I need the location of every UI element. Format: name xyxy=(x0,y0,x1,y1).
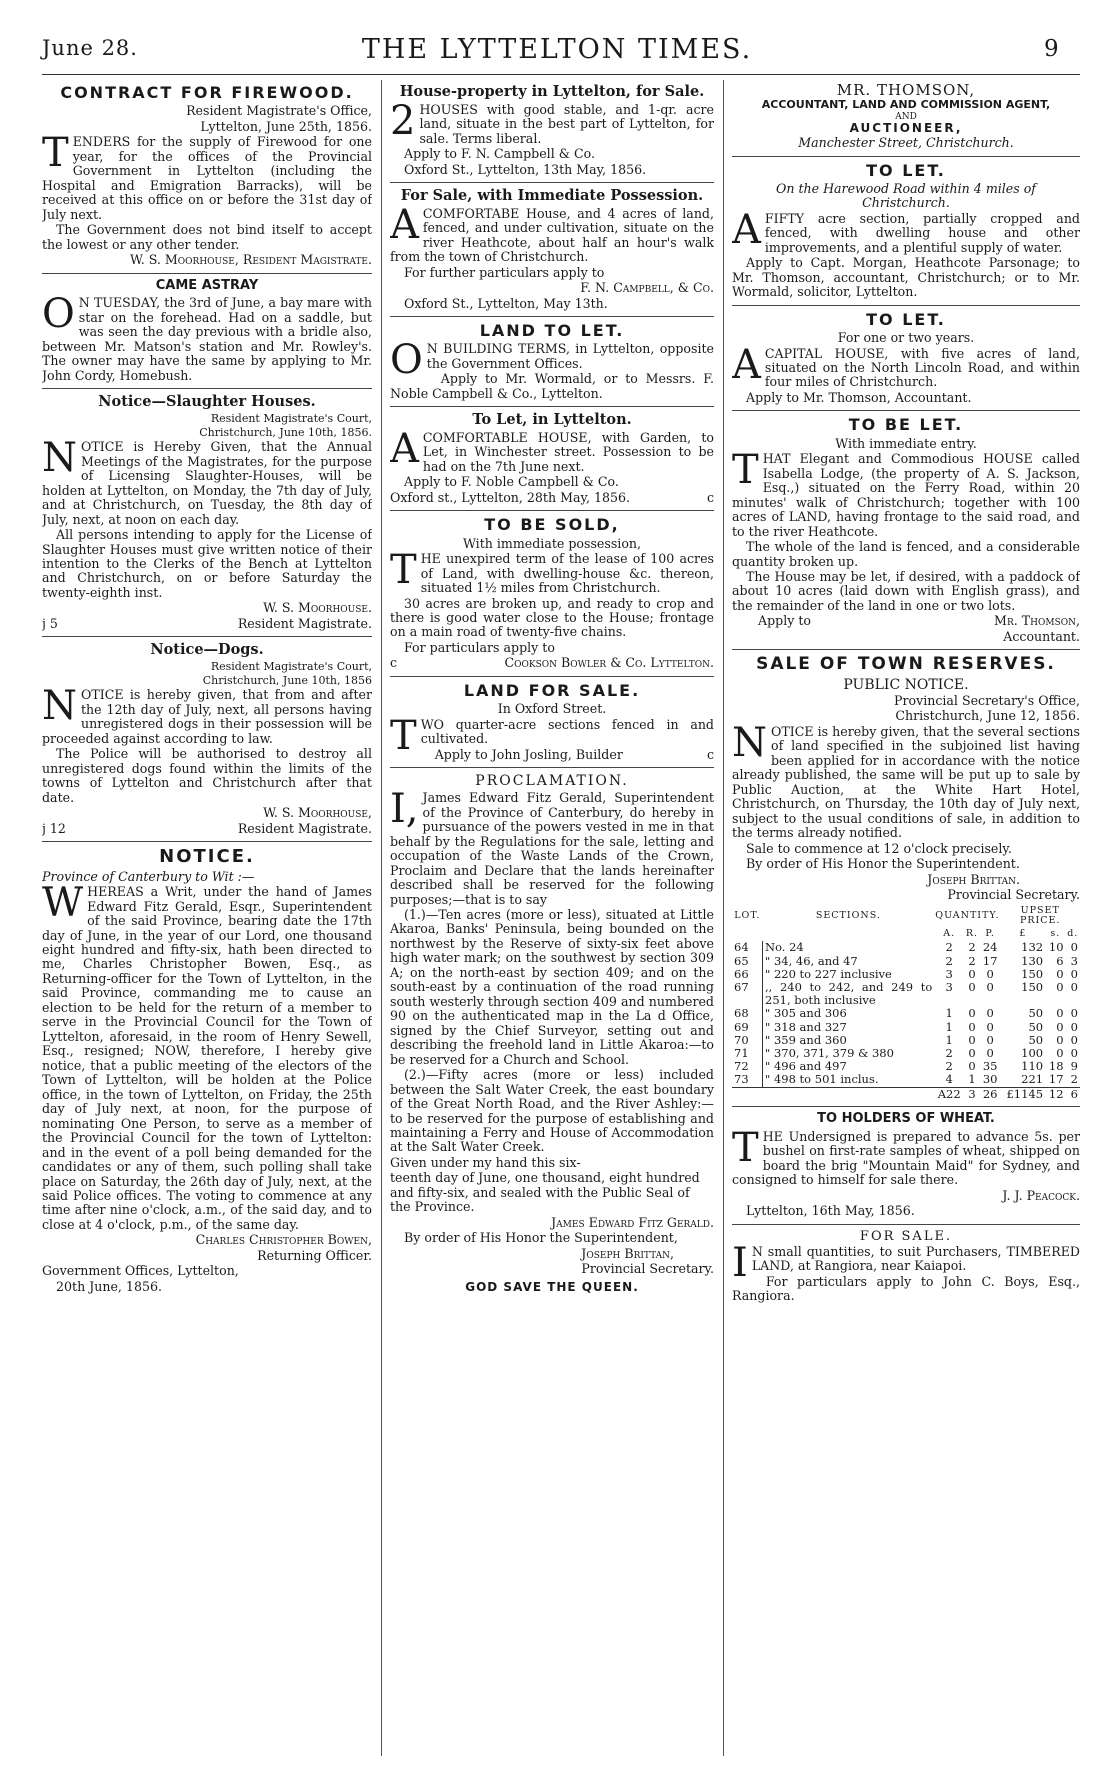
landlet-body: N BUILDING TERMS, in Lyttelton, opposite the Government Offices. xyxy=(426,341,714,371)
sold-apply: For particulars apply to xyxy=(404,639,555,655)
table-total-cell: £1145 xyxy=(1000,1087,1045,1101)
unit-header: £ xyxy=(1019,928,1027,940)
proclamation-by-order: By order of His Honor the Superintendent, xyxy=(404,1230,678,1246)
wheat-ad xyxy=(732,1112,1080,1219)
table-row xyxy=(732,1007,1080,1020)
table-row xyxy=(732,1073,1080,1087)
tolet1-heading: TO LET. xyxy=(866,160,946,180)
table-cell: 0 xyxy=(1070,979,1078,994)
landsale-heading: LAND FOR SALE. xyxy=(463,680,641,700)
table-header: UPSET PRICE. xyxy=(1019,904,1061,927)
tobelet-dropcap: T xyxy=(732,447,759,494)
unit-header: P. xyxy=(985,928,995,940)
separator xyxy=(390,510,714,511)
immediate-heading: For Sale, with Immediate Possession. xyxy=(400,187,704,205)
firewood-dropcap: T xyxy=(42,130,69,177)
unit-header: A. xyxy=(943,928,956,940)
slaughter-body: OTICE is Hereby Given, that the Annual Meetings of the Magistrates, for the purpose of Licensing Slaughter-Houses, will be holden at Lyttelton, on Monday, the 7th day of July, and at Christchurch, on Tuesday, the 8th day of July, next, at noon on each day. xyxy=(42,439,372,527)
table-total-cell: 3 xyxy=(964,1087,980,1101)
table-cell: " 496 and 497 xyxy=(765,1059,847,1074)
table-cell: 0 xyxy=(1056,1006,1064,1021)
proclamation-body: James Edward Fitz Gerald, Superintendent of the Province of Canterbury, do hereby in pursuance of the powers vested in me in that behalf by the Regulations for the sale, letting and occupation of the Waste Lands of the Crown, Proclaim and Declare that the lands hereinafter described shall be reserved for the following purposes;—that is to say xyxy=(390,790,714,907)
to-be-sold-ad xyxy=(390,516,714,671)
dogs-signature: W. S. Moorhouse, xyxy=(263,805,372,821)
table-cell: " 498 to 501 inclus. xyxy=(765,1072,879,1087)
dogs-heading: Notice—Dogs. xyxy=(150,641,264,659)
dogs-dropcap: N xyxy=(42,683,77,730)
forsale-apply: For particulars apply to John C. Boys, Esq., Rangiora. xyxy=(732,1273,1080,1304)
slaughter-date: Christchurch, June 10th, 1856. xyxy=(199,425,372,439)
thomson-address: Manchester Street, Christchurch. xyxy=(798,135,1014,151)
tobelet-heading: TO BE LET. xyxy=(848,415,964,435)
sold-ref: c xyxy=(390,655,398,671)
table-cell: " 34, 46, and 47 xyxy=(765,953,858,968)
issue-date: June 28. xyxy=(42,36,138,60)
table-total-row xyxy=(732,1087,1080,1101)
table-cell: 0 xyxy=(1070,940,1078,955)
separator xyxy=(42,273,372,274)
table-cell: 0 xyxy=(1056,1046,1064,1061)
separator xyxy=(390,767,714,768)
separator xyxy=(732,649,1080,650)
forsale-dropcap: I xyxy=(732,1239,748,1286)
table-cell: 0 xyxy=(986,1019,994,1034)
to-let-lyttelton-ad xyxy=(390,412,714,505)
slaughter-body-2: All persons intending to apply for the License of Slaughter Houses must give written notice of their intention to the Clerks of the Bench at Lyttelton and Christchurch, on or before Saturday the twenty-eighth inst. xyxy=(42,527,372,600)
wheat-signature: J. J. Peacock. xyxy=(1002,1187,1080,1203)
table-cell: " 359 and 360 xyxy=(765,1032,847,1047)
table-cell: 4 xyxy=(945,1072,953,1087)
astray-ad xyxy=(42,279,372,384)
table-row xyxy=(732,1021,1080,1034)
table-cell: 0 xyxy=(1070,966,1078,981)
landlet-apply: Apply to Mr. Wormald, or to Messrs. F. Noble Campbell & Co., Lyttelton. xyxy=(390,371,714,401)
table-header: QUANTITY. xyxy=(935,909,1000,921)
reserves-office: Provincial Secretary's Office, xyxy=(894,692,1080,708)
immediate-body-2: For further particulars apply to xyxy=(404,264,605,280)
wheat-footer: Lyttelton, 16th May, 1856. xyxy=(746,1203,915,1219)
table-cell: ,, 240 to 242, and 249 to 251, both inclusive xyxy=(765,979,933,1008)
town-reserves-notice xyxy=(732,655,1080,1101)
masthead xyxy=(0,0,1114,80)
separator xyxy=(732,156,1080,157)
slaughter-dropcap: N xyxy=(42,435,77,482)
table-cell: 0 xyxy=(1070,1046,1078,1061)
astray-dropcap: O xyxy=(42,291,75,338)
reserves-secretary: Provincial Secretary. xyxy=(947,887,1080,903)
tolet-heading: To Let, in Lyttelton. xyxy=(472,411,632,429)
table-cell: 70 xyxy=(732,1034,763,1047)
reserves-dropcap: N xyxy=(732,719,767,766)
table-cell: 3 xyxy=(1070,953,1078,968)
table-cell: 24 xyxy=(982,940,998,955)
tobelet-subheading: With immediate entry. xyxy=(835,435,977,451)
reserves-table-body xyxy=(732,941,1080,1101)
thomson-title-1: ACCOUNTANT, LAND AND COMMISSION AGENT, xyxy=(761,98,1051,112)
dogs-office: Resident Magistrate's Court, xyxy=(210,660,372,674)
page-number: 9 xyxy=(1044,36,1059,62)
notice-footer-1: Government Offices, Lyttelton, xyxy=(42,1263,239,1279)
table-cell: 2 xyxy=(968,940,976,955)
house-property-ad xyxy=(390,84,714,177)
unit-header: R. xyxy=(965,928,979,940)
table-cell: " 370, 371, 379 & 380 xyxy=(765,1046,894,1061)
tolet2-heading: TO LET. xyxy=(866,309,946,329)
notice-title: Returning Officer. xyxy=(257,1247,372,1263)
tolet-body: COMFORTABLE HOUSE, with Garden, to Let, in Winchester street. Possession to be had on the 7th June next. xyxy=(422,429,714,474)
table-cell: 110 xyxy=(1021,1059,1044,1074)
proclamation-secretary-name: Joseph Brittan, xyxy=(581,1245,674,1261)
table-cell: 0 xyxy=(1070,1019,1078,1034)
table-cell: 0 xyxy=(1070,1006,1078,1021)
house-apply: Apply to F. N. Campbell & Co. xyxy=(404,146,595,162)
notice-dropcap: W xyxy=(42,880,84,927)
table-cell: 64 xyxy=(732,941,763,954)
proclamation-given-rest: teenth day of June, one thousand, eight hundred and fifty-six, and sealed with the Public Seal of the Province. xyxy=(390,1170,700,1215)
table-total-cell: 26 xyxy=(980,1087,1001,1101)
slaughter-title: Resident Magistrate. xyxy=(237,615,372,631)
table-cell: 2 xyxy=(945,1059,953,1074)
reserves-table xyxy=(732,905,1080,1101)
table-cell: 50 xyxy=(1028,1032,1044,1047)
firewood-heading: CONTRACT FOR FIREWOOD. xyxy=(60,83,354,102)
table-cell: 150 xyxy=(1021,966,1044,981)
god-save-the-queen: GOD SAVE THE QUEEN. xyxy=(465,1279,639,1294)
dogs-body: OTICE is hereby given, that from and after the 12th day of July, next, all persons having unregistered dogs in their possession will be proceeded against according to law. xyxy=(42,687,372,746)
house-dropcap: 2 xyxy=(390,97,416,144)
slaughter-ref: j 5 xyxy=(42,615,58,631)
reserves-body-2: Sale to commence at 12 o'clock precisely. xyxy=(746,840,1012,856)
table-cell: 2 xyxy=(945,953,953,968)
for-sale-ad xyxy=(732,1230,1080,1304)
table-cell: " 220 to 227 inclusive xyxy=(765,966,892,981)
table-cell: 73 xyxy=(732,1073,763,1087)
table-cell: 50 xyxy=(1028,1019,1044,1034)
slaughter-office: Resident Magistrate's Court, xyxy=(210,411,372,425)
to-let-capital-house-ad xyxy=(732,311,1080,406)
table-cell: " 305 and 306 xyxy=(765,1006,847,1021)
dogs-title: Resident Magistrate. xyxy=(237,820,372,836)
thomson-ad xyxy=(732,82,1080,151)
tolet-apply: Apply to F. Noble Campbell & Co. xyxy=(404,474,619,490)
table-cell: 1 xyxy=(945,1019,953,1034)
table-row xyxy=(732,941,1080,954)
table-cell: 0 xyxy=(986,1032,994,1047)
tobelet-body-3: The House may be let, if desired, with a paddock of about 10 acres (laid down with English grass), and the remainder of the land in one or two lots. xyxy=(732,568,1080,613)
firewood-ad xyxy=(42,84,372,268)
table-cell: 130 xyxy=(1021,953,1044,968)
table-cell: 71 xyxy=(732,1047,763,1060)
table-cell: 0 xyxy=(1056,966,1064,981)
landsale-ref: c xyxy=(706,746,714,762)
landsale-body: WO quarter-acre sections fenced in and cultivated. xyxy=(420,716,714,747)
table-cell: 0 xyxy=(968,1059,976,1074)
table-row xyxy=(732,981,1080,1007)
table-cell: 0 xyxy=(986,1046,994,1061)
table-cell: 35 xyxy=(982,1059,998,1074)
proclamation-signature: James Edward Fitz Gerald. xyxy=(551,1214,714,1230)
masthead-rule xyxy=(42,74,1080,75)
firewood-signature: W. S. Moorhouse, Resident Magistrate. xyxy=(129,252,372,268)
tobelet-apply: Apply to xyxy=(758,613,812,629)
notice-footer-2: 20th June, 1856. xyxy=(56,1278,162,1294)
table-total-cell: 12 xyxy=(1045,1087,1065,1101)
table-header: LOT. xyxy=(734,909,761,921)
proclamation-given: Given under my hand this six- xyxy=(390,1154,581,1170)
house-heading: House-property in Lyttelton, for Sale. xyxy=(399,83,705,100)
tolet-dropcap: A xyxy=(390,425,419,472)
tolet1-apply: Apply to Capt. Morgan, Heathcote Parsonage; to Mr. Thomson, accountant, Christchurch; or to Mr. Wormald, solicitor, Lyttelton. xyxy=(732,255,1080,300)
table-header: SECTIONS. xyxy=(815,909,881,921)
reserves-signature: Joseph Brittan. xyxy=(927,871,1020,887)
column-1 xyxy=(42,82,372,1758)
table-cell: 18 xyxy=(1048,1059,1064,1074)
firewood-date: Lyttelton, June 25th, 1856. xyxy=(200,118,372,134)
table-cell: 0 xyxy=(986,979,994,994)
slaughter-ad xyxy=(42,394,372,631)
thomson-and: AND xyxy=(895,111,917,122)
table-cell: 2 xyxy=(1070,1072,1078,1087)
land-for-sale-ad xyxy=(390,682,714,762)
tobelet-body: HAT Elegant and Commodious HOUSE called Isabella Lodge, (the property of A. S. Jackson, Esq.,) situated on the Ferry Road, within 20 minutes' walk of Christchurch; together with 100 acres of LAND, having frontage to the said road, and to the river Heathcote. xyxy=(732,451,1080,539)
table-total-cell: A22 xyxy=(934,1087,964,1101)
table-cell: 9 xyxy=(1070,1059,1078,1074)
table-cell: 65 xyxy=(732,955,763,968)
immediate-dropcap: A xyxy=(390,201,419,248)
table-cell: 10 xyxy=(1048,940,1064,955)
proclamation-clause-2: (2.)—Fifty acres (more or less) included between the Salt Water Creek, the east boundary of the Great North Road, and the River Ashley:—to be reserved for the purpose of establishing and maintaining a Ferry and House of Accommodation at the Salt Water Creek. xyxy=(390,1067,714,1155)
sold-body-2: 30 acres are broken up, and ready to crop and there is good water close to the House; frontage on a main road of twenty-five chains. xyxy=(390,595,714,640)
tolet2-body: CAPITAL HOUSE, with five acres of land, situated on the North Lincoln Road, and within four miles of Christchurch. xyxy=(764,345,1080,390)
table-cell: 0 xyxy=(968,1032,976,1047)
astray-body: N TUESDAY, the 3rd of June, a bay mare with star on the forehead. Had on a saddle, but was seen the day previous with a bridle also, between Mr. Matson's station and Mr. Rowley's. The owner may have the same by applying to Mr. John Cordy, Homebush. xyxy=(42,295,372,383)
table-cell: 1 xyxy=(945,1006,953,1021)
table-cell: 0 xyxy=(968,1006,976,1021)
firewood-office: Resident Magistrate's Office, xyxy=(186,103,372,119)
immediate-possession-ad xyxy=(390,188,714,311)
table-cell: 50 xyxy=(1028,1006,1044,1021)
table-cell: 1 xyxy=(945,1032,953,1047)
sold-heading: TO BE SOLD, xyxy=(484,515,620,535)
table-cell: " 318 and 327 xyxy=(765,1019,847,1034)
table-cell: 17 xyxy=(982,953,998,968)
unit-header: s. xyxy=(1050,928,1061,940)
column-3 xyxy=(732,82,1080,1758)
tolet1-body: FIFTY acre section, partially cropped and fenced, with dwelling house and other improvements, and a plentiful supply of water. xyxy=(764,210,1080,255)
table-cell: 0 xyxy=(986,1006,994,1021)
tolet1-dropcap: A xyxy=(732,206,761,253)
newspaper-title: THE LYTTELTON TIMES. xyxy=(361,34,753,65)
column-2 xyxy=(390,82,714,1758)
separator xyxy=(732,1106,1080,1107)
immediate-body: COMFORTABE House, and 4 acres of land, fenced, and under cultivation, situate on the river Heathcote, about half an hour's walk from the town of Christchurch. xyxy=(390,205,714,265)
column-divider xyxy=(723,80,724,1756)
tolet1-subheading: On the Harewood Road within 4 miles of Christchurch. xyxy=(776,180,1036,211)
proclamation-clause-1: (1.)—Ten acres (more or less), situated at Little Akaroa, Banks' Peninsula, being bounded on the northwest by the Reserve of sixty-six feet above high water mark; on the southwest by section 309 A; on the north-east by section 409; and on the south-east by a continuation of the road running south westerly through section 409 and numbered 90 on the authenticated map in the La d Office, signed by the Chief Surveyor, setting out and describing the freehold land in Little Akaroa:—to be reserved for a Church and School. xyxy=(390,906,714,1067)
table-cell: 66 xyxy=(732,968,763,981)
wheat-heading: TO HOLDERS OF WHEAT. xyxy=(817,1110,995,1126)
table-cell: 0 xyxy=(1056,1019,1064,1034)
dogs-date: Christchurch, June 10th, 1856 xyxy=(202,673,372,687)
tobelet-body-2: The whole of the land is fenced, and a considerable quantity broken up. xyxy=(732,539,1080,569)
to-let-harewood-ad xyxy=(732,162,1080,300)
dogs-ref: j 12 xyxy=(42,820,66,836)
table-row xyxy=(732,968,1080,981)
reserves-by-order: By order of His Honor the Superintendent. xyxy=(746,856,1020,872)
tolet-ref: c xyxy=(706,489,714,505)
table-cell: 0 xyxy=(1056,979,1064,994)
notice-signature: Charles Christopher Bowen, xyxy=(195,1232,372,1248)
separator xyxy=(42,388,372,389)
dogs-body-2: The Police will be authorised to destroy all unregistered dogs found within the limits of the towns of Lyttelton and Christchurch after that date. xyxy=(42,746,372,805)
thomson-name: MR. THOMSON, xyxy=(836,82,976,99)
table-cell: 72 xyxy=(732,1060,763,1073)
table-cell: 2 xyxy=(945,1046,953,1061)
table-cell: No. 24 xyxy=(765,940,804,955)
sold-signature: Cookson Bowler & Co. Lyttelton. xyxy=(504,655,714,671)
separator xyxy=(732,410,1080,411)
column-divider xyxy=(381,80,382,1756)
table-cell: 221 xyxy=(1021,1072,1044,1087)
reserves-heading: SALE OF TOWN RESERVES. xyxy=(756,654,1056,675)
election-notice xyxy=(42,847,372,1294)
immediate-signature: F. N. Campbell, & Co. xyxy=(580,280,714,296)
landlet-dropcap: O xyxy=(390,337,423,384)
sold-subheading: With immediate possession, xyxy=(462,535,642,551)
firewood-note: The Government does not bind itself to accept the lowest or any other tender. xyxy=(42,222,372,252)
table-cell: 150 xyxy=(1021,979,1044,994)
table-total-cell: 6 xyxy=(1066,1087,1080,1101)
sold-dropcap: T xyxy=(390,547,417,594)
notice-subheading: Province of Canterbury to Wit :— xyxy=(42,868,255,884)
table-cell: 132 xyxy=(1021,940,1044,955)
landlet-heading: LAND TO LET. xyxy=(479,320,625,340)
separator xyxy=(390,316,714,317)
table-cell: 67 xyxy=(732,981,763,1007)
reserves-subheading: PUBLIC NOTICE. xyxy=(843,676,969,693)
wheat-body: HE Undersigned is prepared to advance 5s. per bushel on first-rate samples of wheat, shipped on board the brig "Mountain Maid" for Sydney, and consigned to himself for sale there. xyxy=(732,1128,1080,1188)
tolet2-dropcap: A xyxy=(732,341,761,388)
tolet2-subheading: For one or two years. xyxy=(837,330,975,346)
reserves-date: Christchurch, June 12, 1856. xyxy=(895,708,1080,724)
table-cell: 0 xyxy=(968,966,976,981)
landsale-subheading: In Oxford Street. xyxy=(497,701,607,717)
table-cell: 0 xyxy=(1070,1032,1078,1047)
table-cell: 0 xyxy=(968,979,976,994)
notice-body: HEREAS a Writ, under the hand of James Edward Fitz Gerald, Esqr., Superintendent of the said Province, bearing date the 17th day of June, in the year of our Lord, one thousand eight hundred and fifty-six, hath been directed to me, Charles Christopher Bowen, Esq., as Returning-officer for the Town of Lyttelton, in the said Province, commanding me to cause an election to be held for the return of a member to serve in the Provincial Council for the Town of Lyttelton, aforesaid, in the room of Henry Sewell, Esq., resigned; NOW, therefore, I hereby give notice, that a public meeting of the electors of the Town of Lyttelton, will be holden at the Police office, in the town of Lyttelton, on Friday, the 25th day of July next, at noon, for the purpose of nominating One Person, to serve as a member of the Provincial Council for the town of Lyttelton: and in the event of a poll being demanded for the candidates or any of them, such polling shall take place on Saturday, the 26th day of July, next, at the said Police offices. The voting to commence at any time after nine o'clock, a.m., of the said day, and to close at 4 o'clock, p.m., of the same day. xyxy=(42,884,372,1232)
slaughter-heading: Notice—Slaughter Houses. xyxy=(98,393,316,411)
table-cell: 68 xyxy=(732,1007,763,1020)
separator xyxy=(42,841,372,842)
tobelet-title: Accountant. xyxy=(1003,628,1080,644)
thomson-title-2: AUCTIONEER, xyxy=(849,121,963,136)
forsale-heading: FOR SALE. xyxy=(859,1228,953,1244)
to-be-let-ad xyxy=(732,416,1080,644)
separator xyxy=(732,305,1080,306)
table-cell: 30 xyxy=(982,1072,998,1087)
table-cell: 69 xyxy=(732,1021,763,1034)
table-cell: 3 xyxy=(945,979,953,994)
proclamation xyxy=(390,773,714,1294)
house-body: HOUSES with good stable, and 1-qr. acre land, situate in the best part of Lyttelton, for sale. Terms liberal. xyxy=(419,101,714,146)
slaughter-signature: W. S. Moorhouse. xyxy=(263,600,372,616)
tolet-footer: Oxford st., Lyttelton, 28th May, 1856. xyxy=(390,489,631,505)
notice-heading: NOTICE. xyxy=(159,845,255,867)
table-cell: 2 xyxy=(945,940,953,955)
firewood-body: ENDERS for the supply of Firewood for one year, for the offices of the Provincial Government in Lyttelton (including the Hospital and Emigration Barracks), will be received at this office on or before the 31st day of July next. xyxy=(42,134,372,222)
proclamation-secretary-title: Provincial Secretary. xyxy=(581,1261,714,1277)
table-cell: 3 xyxy=(945,966,953,981)
land-to-let-ad xyxy=(390,322,714,401)
table-cell: 0 xyxy=(986,966,994,981)
astray-heading: CAME ASTRAY xyxy=(155,277,259,293)
proclamation-heading: PROCLAMATION. xyxy=(475,773,629,790)
separator xyxy=(390,676,714,677)
table-cell: 100 xyxy=(1021,1046,1044,1061)
sold-body: HE unexpired term of the lease of 100 acres of Land, with dwelling-house &c. thereon, situated 1½ miles from Christchurch. xyxy=(420,551,714,596)
separator xyxy=(390,182,714,183)
landsale-apply: Apply to John Josling, Builder xyxy=(434,746,623,762)
wheat-dropcap: T xyxy=(732,1124,759,1171)
separator xyxy=(732,1224,1080,1225)
forsale-body: N small quantities, to suit Purchasers, TIMBERED LAND, at Rangiora, near Kaiapoi. xyxy=(751,1243,1080,1274)
tolet2-apply: Apply to Mr. Thomson, Accountant. xyxy=(746,389,972,405)
separator xyxy=(390,406,714,407)
table-cell: 0 xyxy=(968,1019,976,1034)
tobelet-signature: Mr. Thomson, xyxy=(994,613,1080,629)
table-cell: 17 xyxy=(1048,1072,1064,1087)
table-cell: 1 xyxy=(968,1072,976,1087)
unit-header: d. xyxy=(1067,928,1079,940)
proclamation-dropcap: I, xyxy=(390,786,419,833)
table-cell: 0 xyxy=(968,1046,976,1061)
reserves-body: OTICE is hereby given, that the several sections of land specified in the subjoined list having been applied for in accordance with the notice already published, the same will be put up to sale by Public Auction, at the White Hart Hotel, Christchurch, on Thursday, the 10th day of July next, subject to the usual conditions of sale, in addition to the terms already notified. xyxy=(732,723,1080,841)
house-footer: Oxford St., Lyttelton, 13th May, 1856. xyxy=(404,161,647,177)
table-cell: 6 xyxy=(1056,953,1064,968)
immediate-footer: Oxford St., Lyttelton, May 13th. xyxy=(404,295,608,311)
table-row xyxy=(732,955,1080,968)
landsale-dropcap: T xyxy=(390,712,417,759)
table-cell: 0 xyxy=(1056,1032,1064,1047)
separator xyxy=(42,636,372,637)
table-cell: 2 xyxy=(968,953,976,968)
dogs-ad xyxy=(42,642,372,836)
